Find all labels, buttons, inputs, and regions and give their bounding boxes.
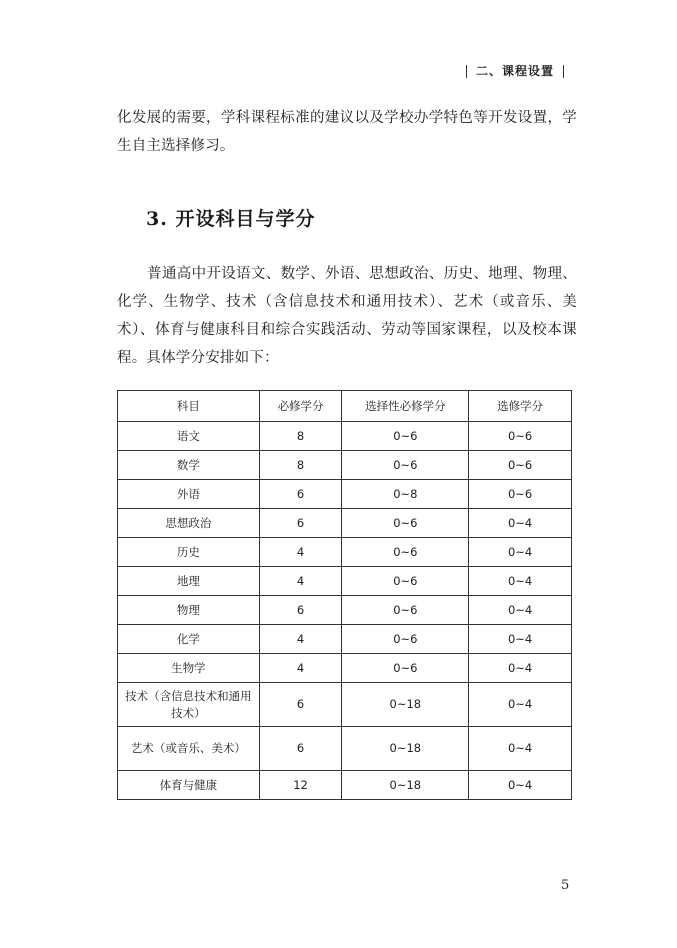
table-row [118, 422, 572, 451]
required-credits-cell: 6 [259, 480, 342, 509]
table-row [118, 654, 572, 683]
table-row [118, 625, 572, 654]
intro-paragraph: 化发展的需要，学科课程标准的建议以及学校办学特色等开发设置，学生自主选择修习。 [117, 110, 577, 154]
section-paragraph [117, 260, 577, 372]
table-row [118, 480, 572, 509]
table-row [118, 683, 572, 727]
running-header-title: 二、课程设置 [475, 64, 554, 78]
header-elective-credits: 选修学分 [469, 391, 572, 422]
selective-required-credits-cell: 0~8 [342, 480, 469, 509]
subject-cell: 地理 [118, 567, 260, 596]
header-divider [466, 65, 467, 78]
selective-required-credits-cell: 0~6 [342, 654, 469, 683]
selective-required-credits-cell: 0~18 [342, 727, 469, 771]
required-credits-cell: 4 [259, 654, 342, 683]
elective-credits-cell: 0~4 [469, 538, 572, 567]
subject-cell: 体育与健康 [118, 771, 260, 800]
selective-required-credits-cell: 0~6 [342, 538, 469, 567]
elective-credits-cell: 0~4 [469, 771, 572, 800]
page-number: 5 [561, 878, 570, 893]
selective-required-credits-cell: 0~18 [342, 771, 469, 800]
required-credits-cell: 6 [259, 596, 342, 625]
table-header-row [118, 391, 572, 422]
table-row [118, 451, 572, 480]
subject-cell: 历史 [118, 538, 260, 567]
selective-required-credits-cell: 0~6 [342, 422, 469, 451]
required-credits-cell: 8 [259, 422, 342, 451]
selective-required-credits-cell: 0~18 [342, 683, 469, 727]
required-credits-cell: 4 [259, 567, 342, 596]
elective-credits-cell: 0~4 [469, 625, 572, 654]
elective-credits-cell: 0~4 [469, 596, 572, 625]
section-title: 3. 开设科目与学分 [146, 208, 316, 230]
section-paragraph-text: 普通高中开设语文、数学、外语、思想政治、历史、地理、物理、化学、生物学、技术（含信息技术和通用技术）、艺术（或音乐、美术）、体育与健康科目和综合实践活动、劳动等国家课程，以及校本课程。具体学分安排如下： [117, 266, 577, 366]
required-credits-cell: 6 [259, 683, 342, 727]
table-row [118, 727, 572, 771]
subject-cell: 化学 [118, 625, 260, 654]
table-row [118, 538, 572, 567]
subject-cell: 语文 [118, 422, 260, 451]
subject-cell: 数学 [118, 451, 260, 480]
subject-cell: 生物学 [118, 654, 260, 683]
elective-credits-cell: 0~4 [469, 683, 572, 727]
required-credits-cell: 6 [259, 727, 342, 771]
required-credits-cell: 12 [259, 771, 342, 800]
elective-credits-cell: 0~6 [469, 451, 572, 480]
elective-credits-cell: 0~4 [469, 654, 572, 683]
subject-cell: 思想政治 [118, 509, 260, 538]
running-header [457, 62, 573, 79]
elective-credits-cell: 0~6 [469, 422, 572, 451]
credits-table [117, 390, 572, 800]
subject-cell: 技术（含信息技术和通用技术） [118, 683, 260, 727]
subject-cell: 物理 [118, 596, 260, 625]
required-credits-cell: 8 [259, 451, 342, 480]
subject-cell: 艺术（或音乐、美术） [118, 727, 260, 771]
selective-required-credits-cell: 0~6 [342, 509, 469, 538]
selective-required-credits-cell: 0~6 [342, 567, 469, 596]
selective-required-credits-cell: 0~6 [342, 625, 469, 654]
elective-credits-cell: 0~6 [469, 480, 572, 509]
subject-cell: 外语 [118, 480, 260, 509]
elective-credits-cell: 0~4 [469, 509, 572, 538]
table-row [118, 567, 572, 596]
header-selective-required-credits: 选择性必修学分 [342, 391, 469, 422]
table-row [118, 596, 572, 625]
header-subject: 科目 [118, 391, 260, 422]
table-row [118, 771, 572, 800]
selective-required-credits-cell: 0~6 [342, 596, 469, 625]
elective-credits-cell: 0~4 [469, 567, 572, 596]
header-required-credits: 必修学分 [259, 391, 342, 422]
selective-required-credits-cell: 0~6 [342, 451, 469, 480]
required-credits-cell: 4 [259, 538, 342, 567]
required-credits-cell: 6 [259, 509, 342, 538]
table-row [118, 509, 572, 538]
header-divider [563, 65, 564, 78]
required-credits-cell: 4 [259, 625, 342, 654]
elective-credits-cell: 0~4 [469, 727, 572, 771]
